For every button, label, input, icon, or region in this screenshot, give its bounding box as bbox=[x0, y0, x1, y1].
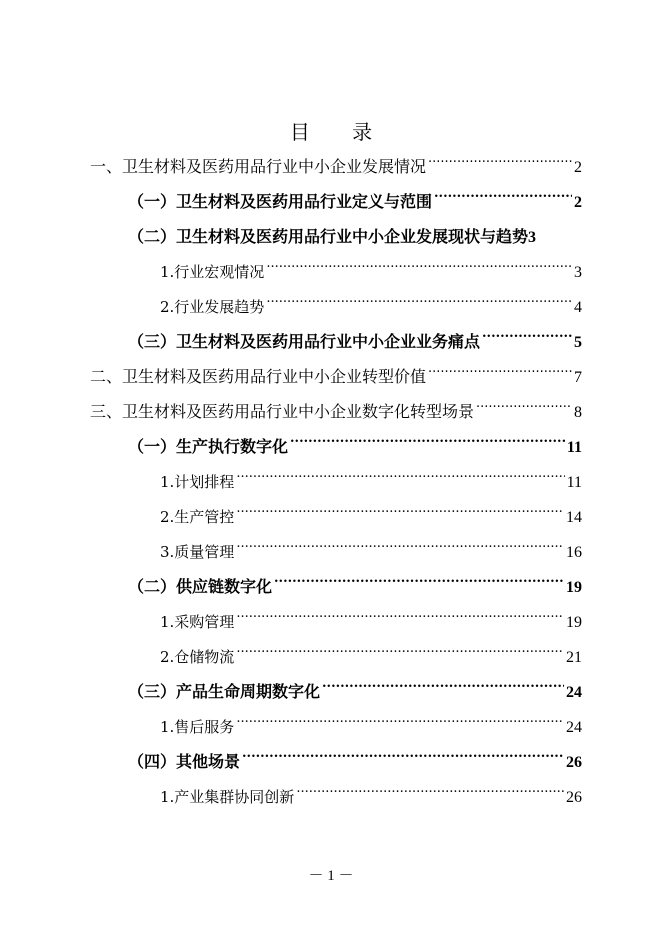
toc-entry[interactable] bbox=[128, 185, 582, 219]
toc-leader-dots bbox=[296, 787, 564, 802]
toc-entry-text: （二）卫生材料及医药用品行业中小企业发展现状与趋势 bbox=[128, 227, 529, 246]
toc-entry-page: 24 bbox=[566, 719, 582, 736]
toc-entry-text: 2.生产管控 bbox=[160, 508, 235, 526]
toc-entry-text: 1.计划排程 bbox=[160, 473, 235, 491]
toc-entry-page: 2 bbox=[574, 159, 582, 176]
toc-leader-dots bbox=[482, 331, 572, 347]
toc-entry-page: 3 bbox=[574, 264, 582, 281]
toc-entry[interactable] bbox=[90, 360, 582, 394]
toc-leader-dots bbox=[322, 681, 564, 697]
toc-entry-page: 3 bbox=[528, 229, 537, 246]
toc-entry-text: 一、卫生材料及医药用品行业中小企业发展情况 bbox=[90, 157, 427, 176]
toc-leader-dots bbox=[236, 542, 564, 557]
toc-entry-page: 8 bbox=[574, 404, 582, 421]
toc-entry-text: （二）供应链数字化 bbox=[128, 577, 273, 596]
toc-leader-dots bbox=[266, 262, 572, 277]
toc-leader-dots bbox=[236, 717, 564, 732]
toc-entry[interactable] bbox=[128, 745, 582, 779]
toc-entry-page: 16 bbox=[566, 544, 582, 561]
toc-entry-page: 2 bbox=[574, 194, 582, 211]
toc-entry[interactable] bbox=[90, 395, 582, 429]
page-number: － 1 － bbox=[308, 868, 354, 884]
toc-title: 目 录 bbox=[289, 120, 391, 144]
toc-entry-page: 19 bbox=[566, 579, 582, 596]
toc-entry-page: 7 bbox=[574, 369, 582, 386]
toc-entry-text: 1.产业集群协同创新 bbox=[160, 788, 295, 806]
toc-entry[interactable] bbox=[160, 605, 582, 639]
toc-entry[interactable] bbox=[128, 430, 582, 464]
toc-entry-page: 14 bbox=[566, 509, 582, 526]
toc-entry-page: 19 bbox=[566, 614, 582, 631]
toc-entry-page: 11 bbox=[566, 474, 582, 491]
toc-leader-dots bbox=[428, 366, 572, 382]
toc-entry-text: 1.行业宏观情况 bbox=[160, 263, 265, 281]
toc-entry-text: （四）其他场景 bbox=[128, 752, 241, 771]
toc-leader-dots bbox=[242, 751, 564, 767]
toc-entry-text: 2.行业发展趋势 bbox=[160, 298, 265, 316]
toc-entry-text: （一）生产执行数字化 bbox=[128, 437, 289, 456]
toc-entry-page: 26 bbox=[566, 789, 582, 806]
toc-entry[interactable] bbox=[160, 290, 582, 324]
toc-leader-dots bbox=[266, 297, 572, 312]
toc-entry[interactable] bbox=[90, 150, 582, 184]
toc-entry-text: 1.采购管理 bbox=[160, 613, 235, 631]
toc-leader-dots bbox=[434, 191, 572, 207]
toc-entry-text: （三）卫生材料及医药用品行业中小企业业务痛点 bbox=[128, 332, 481, 351]
toc-leader-dots bbox=[236, 612, 564, 627]
toc-entry-page: 26 bbox=[566, 754, 582, 771]
toc-entry-page: 24 bbox=[566, 684, 582, 701]
toc-leader-dots bbox=[236, 472, 564, 487]
toc-entry-text: 三、卫生材料及医药用品行业中小企业数字化转型场景 bbox=[90, 402, 475, 421]
toc-entry-text: 2.仓储物流 bbox=[160, 648, 235, 666]
toc-entry-text: 3.质量管理 bbox=[160, 543, 235, 561]
toc-entry-text: 二、卫生材料及医药用品行业中小企业转型价值 bbox=[90, 367, 427, 386]
toc-entry-page: 5 bbox=[574, 334, 582, 351]
toc-entry[interactable] bbox=[128, 675, 582, 709]
toc-leader-dots bbox=[236, 647, 564, 662]
toc-entry-page: 11 bbox=[566, 439, 582, 456]
toc-entry[interactable] bbox=[160, 710, 582, 744]
toc-entry[interactable] bbox=[128, 570, 582, 604]
toc-entry-text: （三）产品生命周期数字化 bbox=[128, 682, 321, 701]
toc-leader-dots bbox=[236, 507, 564, 522]
toc-leader-dots bbox=[274, 576, 564, 592]
toc-entry[interactable] bbox=[128, 220, 582, 254]
toc-entry[interactable] bbox=[128, 325, 582, 359]
toc-entry[interactable] bbox=[160, 500, 582, 534]
toc-entry-text: （一）卫生材料及医药用品行业定义与范围 bbox=[128, 192, 433, 211]
toc-leader-dots bbox=[476, 401, 572, 417]
toc-leader-dots bbox=[290, 436, 565, 452]
toc-entry[interactable] bbox=[160, 465, 582, 499]
toc-entry-page: 21 bbox=[566, 649, 582, 666]
toc-entry[interactable] bbox=[160, 640, 582, 674]
toc-leader-dots bbox=[428, 156, 572, 172]
toc-entry-page: 4 bbox=[574, 299, 582, 316]
toc-entry[interactable] bbox=[160, 255, 582, 289]
toc-entry-text: 1.售后服务 bbox=[160, 718, 235, 736]
toc-entry[interactable] bbox=[160, 535, 582, 569]
toc-entry[interactable] bbox=[160, 780, 582, 814]
